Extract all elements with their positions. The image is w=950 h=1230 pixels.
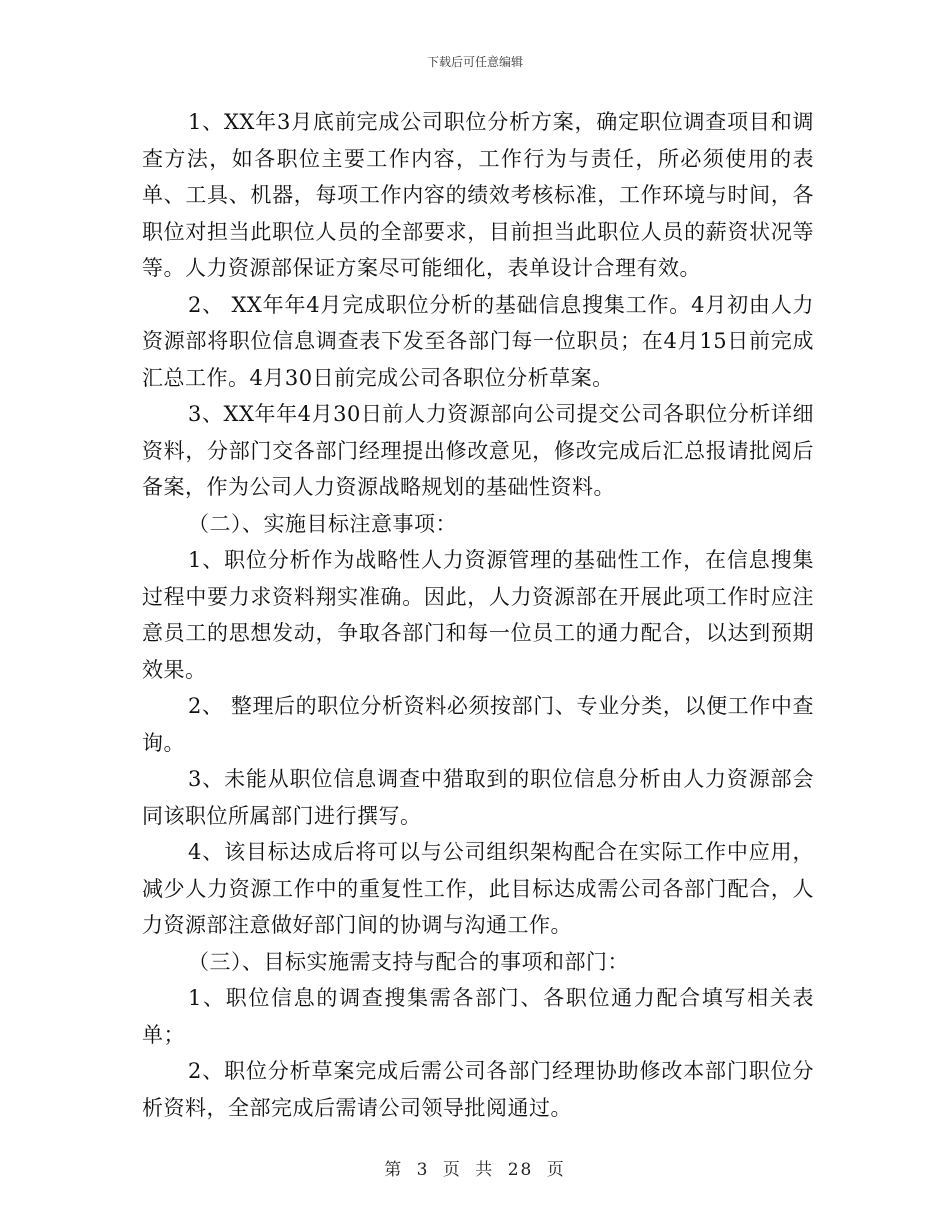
section-heading-2: （二）、实施目标注意事项：	[188, 511, 457, 536]
page-number-footer: 第 3 页 共 28 页	[384, 1160, 566, 1180]
paragraph-3: 3、XX年年4月30日前人力资源部向公司提交公司各职位分析详细资料，分部门交各部门经理提出修改意见，修改完成后汇总报请批阅后备案，作为公司人力资源战略规划的基础性资料。	[142, 402, 814, 499]
paragraph-9: 2、职位分析草案完成后需公司各部门经理协助修改本部门职位分析资料，全部完成后需请公司领导批阅通过。	[142, 1059, 814, 1120]
document-body	[142, 104, 814, 1126]
paragraph-5: 2、 整理后的职位分析资料必须按部门、专业分类，以便工作中查询。	[142, 694, 814, 755]
paragraph-1: 1、XX年3月底前完成公司职位分析方案，确定职位调查项目和调查方法，如各职位主要工作内容，工作行为与责任，所必须使用的表单、工具、机器，每项工作内容的绩效考核标准，工作环境与时间，各职位对担当此职位人员的全部要求，目前担当此职位人员的薪资状况等等。人力资源部保证方案尽可能细化，表单设计合理有效。	[142, 110, 814, 280]
paragraph-6: 3、未能从职位信息调查中猎取到的职位信息分析由人力资源部会同该职位所属部门进行撰写。	[142, 767, 814, 828]
section-heading-3: （三）、目标实施需支持与配合的事项和部门：	[188, 949, 629, 974]
paragraph-8: 1、职位信息的调查搜集需各部门、各职位通力配合填写相关表单；	[142, 986, 814, 1047]
paragraph-2: 2、 XX年年4月完成职位分析的基础信息搜集工作。4月初由人力资源部将职位信息调查表下发至各部门每一位职员；在4月15日前完成汇总工作。4月30日前完成公司各职位分析草案。	[142, 292, 814, 390]
paragraph-7: 4、该目标达成后将可以与公司组织架构配合在实际工作中应用，减少人力资源工作中的重复性工作，此目标达成需公司各部门配合，人力资源部注意做好部门间的协调与沟通工作。	[142, 840, 814, 937]
page-header: 下载后可任意编辑	[426, 55, 523, 69]
paragraph-4: 1、职位分析作为战略性人力资源管理的基础性工作，在信息搜集过程中要力求资料翔实准确。因此，人力资源部在开展此项工作时应注意员工的思想发动，争取各部门和每一位员工的通力配合，以达到预期效果。	[142, 548, 814, 682]
